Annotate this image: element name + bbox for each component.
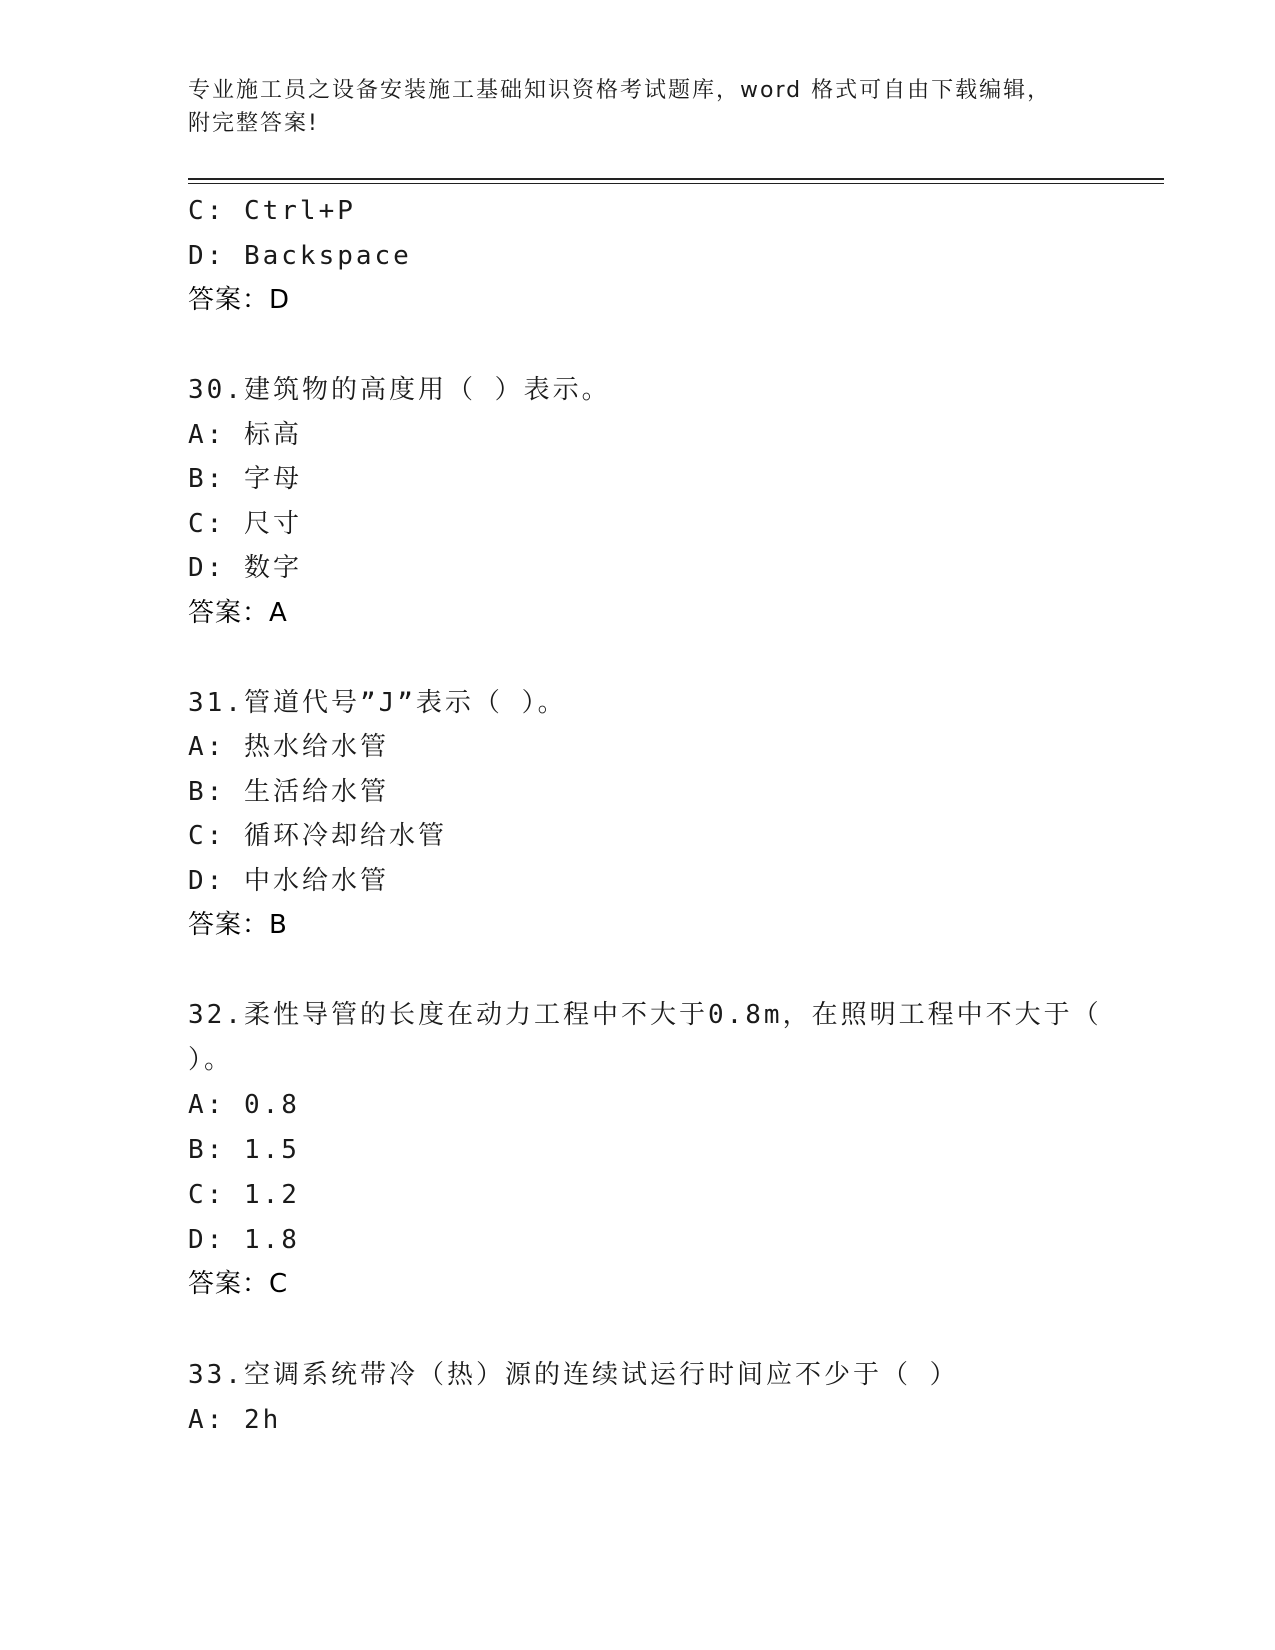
option-line: C: Ctrl+P bbox=[188, 196, 356, 226]
option-line: A: 2h bbox=[188, 1405, 282, 1435]
option-line: D: Backspace bbox=[188, 241, 412, 271]
header-divider-thin bbox=[188, 183, 1164, 184]
option-line: C: 循环冷却给水管 bbox=[188, 821, 447, 851]
option-line: A: 0.8 bbox=[188, 1090, 300, 1120]
answer-line: 答案：D bbox=[188, 285, 291, 315]
answer-line: 答案：A bbox=[188, 598, 288, 628]
question-line: 30.建筑物的高度用（ ）表示。 bbox=[188, 375, 611, 405]
question-line: 32.柔性导管的长度在动力工程中不大于0.8m，在照明工程中不大于（ bbox=[188, 1000, 1102, 1030]
option-line: D: 中水给水管 bbox=[188, 866, 389, 896]
answer-line: 答案：C bbox=[188, 1269, 289, 1299]
answer-line: 答案：B bbox=[188, 910, 288, 940]
option-line: D: 1.8 bbox=[188, 1225, 300, 1255]
header-line-1: 专业施工员之设备安装施工基础知识资格考试题库，word 格式可自由下载编辑， bbox=[188, 78, 1052, 103]
option-line: C: 尺寸 bbox=[188, 509, 302, 539]
document-header bbox=[188, 74, 1088, 140]
question-line-continued: ）。 bbox=[188, 1045, 234, 1075]
option-line: D: 数字 bbox=[188, 553, 302, 583]
option-line: A: 标高 bbox=[188, 420, 302, 450]
header-divider-thick bbox=[188, 178, 1164, 180]
header-line-2: 附完整答案! bbox=[188, 111, 319, 136]
option-line: B: 1.5 bbox=[188, 1135, 300, 1165]
option-line: B: 生活给水管 bbox=[188, 777, 389, 807]
question-line: 31.管道代号”J”表示（ ）。 bbox=[188, 688, 567, 718]
question-line: 33.空调系统带冷（热）源的连续试运行时间应不少于（ ） bbox=[188, 1360, 959, 1390]
option-line: A: 热水给水管 bbox=[188, 732, 389, 762]
option-line: C: 1.2 bbox=[188, 1180, 300, 1210]
option-line: B: 字母 bbox=[188, 464, 302, 494]
